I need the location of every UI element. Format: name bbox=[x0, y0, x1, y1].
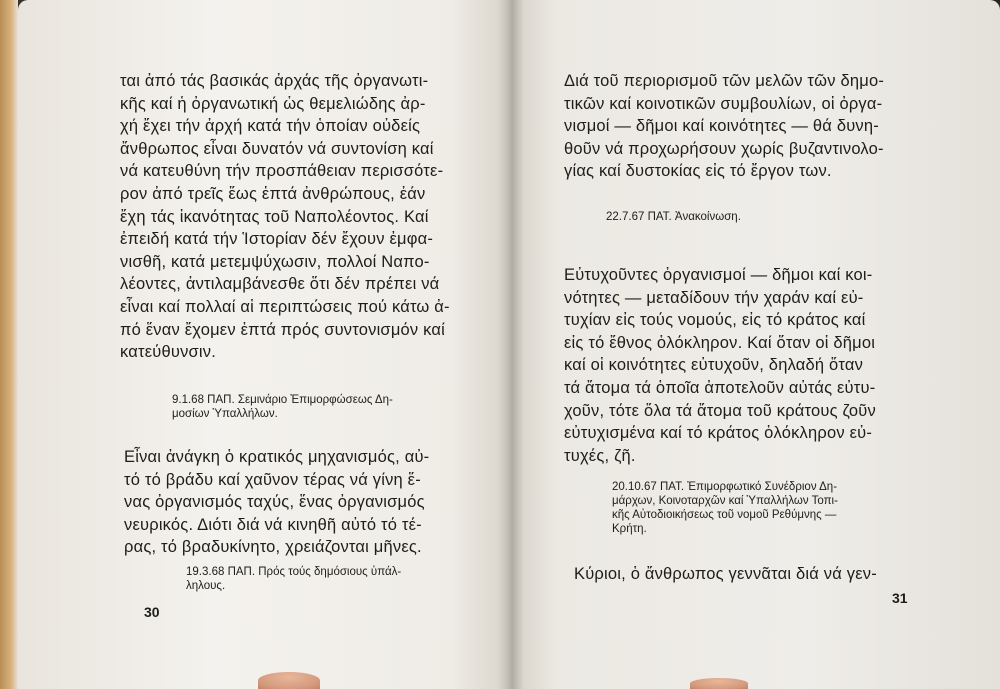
right-paragraph-2 bbox=[564, 264, 936, 467]
left-page bbox=[18, 0, 510, 689]
text-line: ται ἀπό τάς βασικάς ἀρχάς τῆς ὀργανωτι- bbox=[120, 72, 429, 90]
text-line: Εὐτυχοῦντες ὀργανισμοί — δῆμοι καί κοι- bbox=[564, 266, 873, 284]
text-line: θοῦν νά προχωρήσουν χωρίς βυζαντινολο- bbox=[564, 139, 884, 158]
citation-line: 19.3.68 ΠΑΠ. Πρός τούς δημόσιους ὑπάλ- bbox=[186, 566, 402, 578]
page-number-left: 30 bbox=[144, 604, 160, 620]
text-line: Κύριοι, ὁ ἄνθρωπος γεννᾶται διά νά γεν- bbox=[574, 565, 877, 583]
text-line: Εἶναι ἀνάγκη ὁ κρατικός μηχανισμός, αὐ- bbox=[124, 448, 430, 466]
text-line: καί οἱ κοινότητες εὐτυχοῦν, δηλαδή ὅταν bbox=[564, 356, 864, 375]
right-citation-1 bbox=[606, 210, 741, 224]
text-line: τό τό βράδυ καί χαῦνον τέρας νά γίνη ἕ- bbox=[124, 470, 421, 489]
right-citation-2 bbox=[612, 480, 838, 536]
book-edge bbox=[0, 0, 18, 689]
right-page bbox=[508, 0, 1000, 689]
text-line: γίας καί δυστοκίας εἰς τό ἔργον των. bbox=[564, 162, 832, 181]
citation-line: Κρήτη. bbox=[612, 523, 647, 535]
left-citation-1 bbox=[172, 393, 393, 421]
left-paragraph-1 bbox=[120, 70, 492, 364]
text-line: ἔχη τάς ἱκανότητας τοῦ Ναπολέοντος. Καί bbox=[120, 207, 429, 226]
text-line: νισθῆ, κατά μετεμψύχωσιν, πολλοί Ναπο- bbox=[120, 252, 430, 271]
text-line: Διά τοῦ περιορισμοῦ τῶν μελῶν τῶν δημο- bbox=[564, 72, 885, 90]
text-line: εἰς τό ἔθνος ὁλόκληρον. Καί ὅταν οἱ δῆμοι bbox=[564, 333, 876, 352]
thumb-left bbox=[258, 672, 320, 689]
text-line: τυχίαν εἰς τούς νομούς, εἰς τό κράτος καί bbox=[564, 311, 866, 330]
page-number-right: 31 bbox=[892, 590, 908, 606]
text-line: τά ἄτομα τά ὁποῖα ἀποτελοῦν αὐτάς εὐτυ- bbox=[564, 378, 876, 397]
right-paragraph-3 bbox=[574, 563, 934, 586]
text-line: εἶναι καί πολλαί αἱ περιπτώσεις πού κάτω ἀ- bbox=[120, 297, 450, 316]
text-line: ἐπειδή κατά τήν Ἱστορίαν δέν ἔχουν ἐμφα- bbox=[120, 230, 434, 249]
text-line: τυχές, ζῆ. bbox=[564, 446, 636, 465]
text-line: νά κατευθύνη τήν προσπάθειαν περισσότε- bbox=[120, 162, 444, 181]
citation-line: μάρχων, Κοινοταρχῶν καί Ὑπαλλήλων Τοπι- bbox=[612, 495, 838, 507]
text-line: τικῶν καί κοινοτικῶν συμβουλίων, οἱ ὀργα- bbox=[564, 94, 883, 113]
text-line: νισμοί — δῆμοι καί κοινότητες — θά δυνη- bbox=[564, 117, 879, 136]
text-line: νας ὀργανισμός ταχύς, ἕνας ὀργανισμός bbox=[124, 493, 425, 512]
text-line: ρας, τό βραδυκίνητο, χρειάζονται μῆνες. bbox=[124, 538, 422, 557]
text-line: κατεύθυνσιν. bbox=[120, 343, 217, 362]
text-line: λέοντες, ἀντιλαμβάνεσθε ὅτι δέν πρέπει νά bbox=[120, 275, 440, 294]
right-paragraph-1 bbox=[564, 70, 936, 183]
citation-line: κῆς Αὐτοδιοικήσεως τοῦ νομοῦ Ρεθύμνης — bbox=[612, 509, 837, 521]
citation-line: μοσίων Ὑπαλλήλων. bbox=[172, 408, 278, 420]
text-line: ρον ἀπό τρεῖς ἕως ἑπτά ἀνθρώπους, ἐάν bbox=[120, 184, 426, 203]
citation-line: 20.10.67 ΠΑΤ. Ἐπιμορφωτικό Συνέδριον Δη- bbox=[612, 481, 838, 493]
text-line: κῆς καί ἡ ὀργανωτική ὡς θεμελιώδης ἀρ- bbox=[120, 94, 426, 113]
text-line: νότητες — μεταδίδουν τήν χαράν καί εὐ- bbox=[564, 288, 864, 307]
citation-line: 9.1.68 ΠΑΠ. Σεμινάριο Ἐπιμορφώσεως Δη- bbox=[172, 394, 393, 406]
text-line: χή ἔχει τήν ἀρχή κατά τήν ὁποίαν οὐδείς bbox=[120, 117, 421, 136]
text-line: πό ἕναν ἔχομεν ἑπτά πρός συντονισμόν καί bbox=[120, 320, 445, 339]
text-line: χοῦν, τότε ὅλα τά ἄτομα τοῦ κράτους ζοῦν bbox=[564, 401, 876, 420]
text-line: εὐτυχισμένα καί τό κράτος ὁλόκληρον εὐ- bbox=[564, 424, 873, 443]
thumb-right bbox=[690, 678, 748, 689]
left-citation-2 bbox=[186, 565, 401, 593]
left-paragraph-2 bbox=[124, 446, 494, 559]
text-line: νευρικός. Διότι διά νά κινηθῆ αὐτό τό τέ- bbox=[124, 515, 422, 534]
citation-line: 22.7.67 ΠΑΤ. Ἀνακοίνωση. bbox=[606, 211, 741, 223]
book-gutter-shadow bbox=[498, 0, 524, 689]
text-line: ἄνθρωπος εἶναι δυνατόν νά συντονίση καί bbox=[120, 139, 434, 158]
citation-line: ληλους. bbox=[186, 580, 226, 592]
